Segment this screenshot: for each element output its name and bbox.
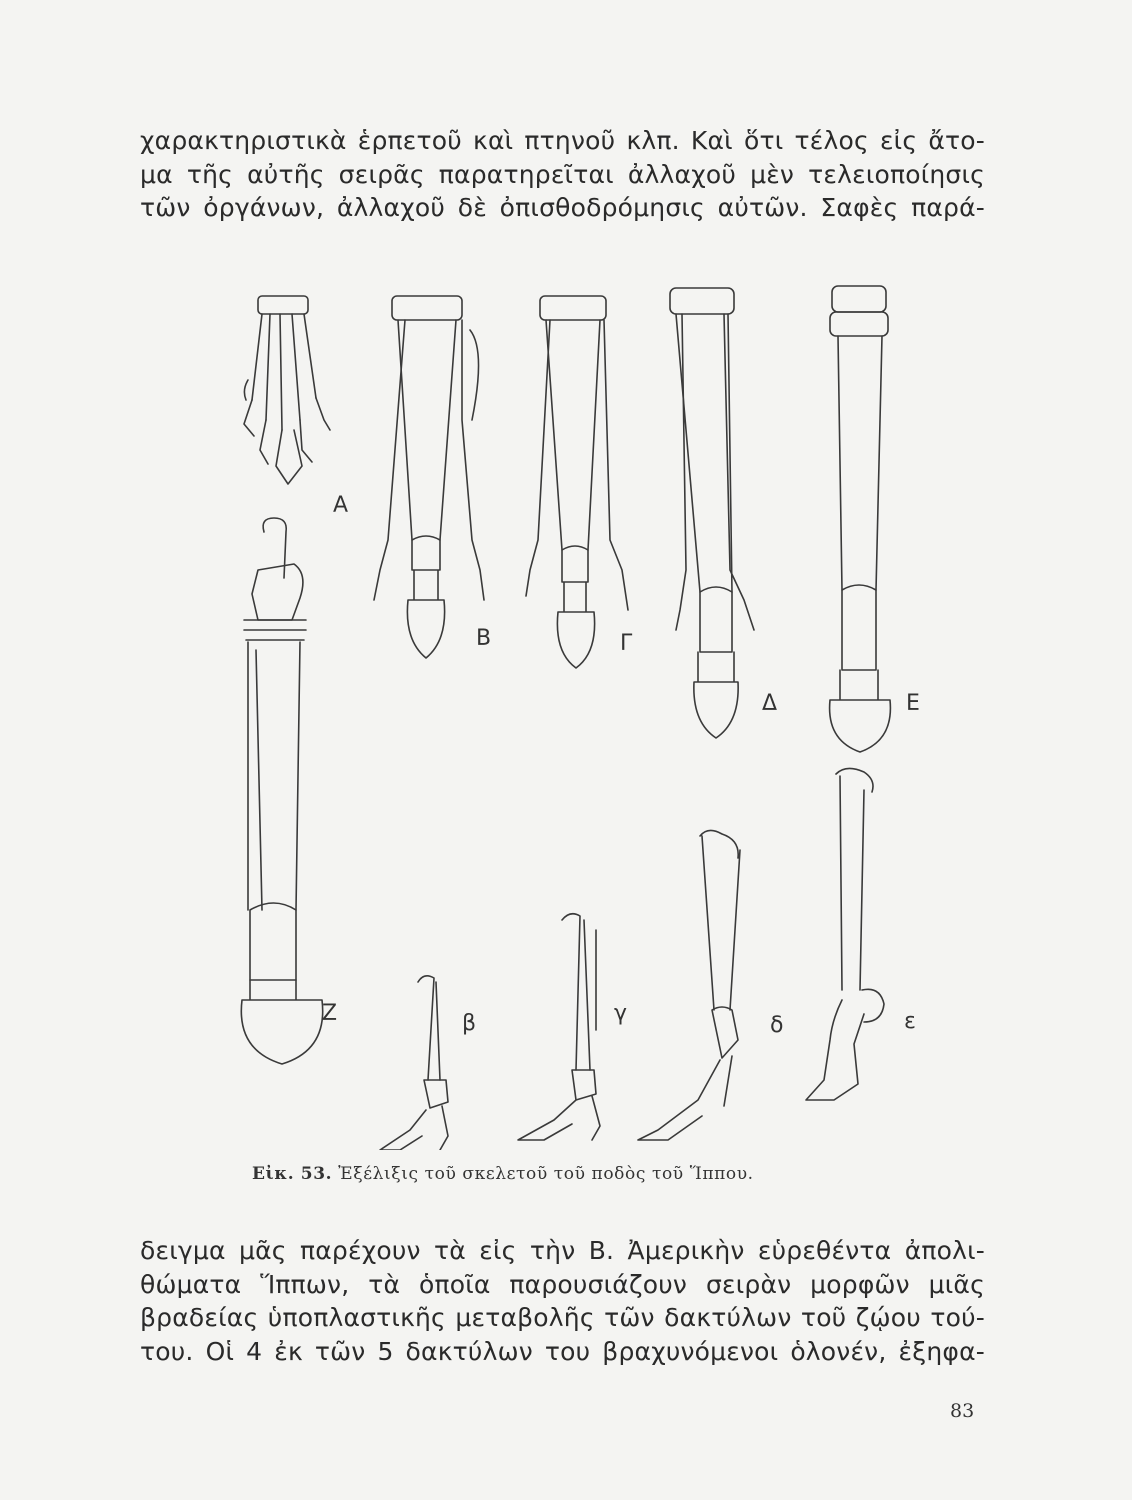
figure-caption [252,1164,892,1184]
hindlimb-d [638,830,740,1140]
hindlimb-g [518,914,600,1140]
top-line-2: μα τῆς αὐτῆς σειρᾶς παρατηρεῖται ἀλλαχοῦ μὲν τελειοποίησις [140,159,985,189]
caption-label: Εἰκ. 53. [252,1164,333,1184]
bottom-line-3: βραδείας ὑποπλαστικῆς μεταβολῆς τῶν δακτύλων τοῦ ζῴου τού- [140,1303,985,1332]
skeleton-illustration [200,270,960,1150]
label-delta: δ [770,1013,784,1038]
foot-skeleton-e [830,286,891,752]
bottom-line-2: θώματα Ἵππων, τὰ ὁποῖα παρουσιάζουν σειρὰν μορφῶν μιᾶς [140,1269,985,1299]
horse-foot-evolution-figure [200,270,960,1150]
hindlimb-e [806,768,884,1100]
page-number: 83 [950,1400,975,1422]
top-paragraph [140,124,985,225]
label-g: Γ [620,631,633,656]
top-line-1: χαρακτηριστικὰ ἑρπετοῦ καὶ πτηνοῦ κλπ. Καὶ ὅτι τέλος εἰς ἄτο- [140,126,985,155]
label-beta: β [462,1011,477,1036]
bottom-paragraph [140,1234,985,1368]
bottom-line-4: του. Οἱ 4 ἐκ τῶν 5 δακτύλων του βραχυνόμενοι ὁλονέν, ἐξηφα- [140,1336,985,1366]
foot-skeleton-a [244,296,330,484]
label-gamma: γ [614,1001,628,1026]
foot-skeleton-d [670,288,754,738]
foot-skeleton-z [241,518,322,1064]
foot-skeleton-g [526,296,628,668]
hindlimb-b [380,976,448,1150]
label-a: Α [333,493,349,518]
top-line-3: τῶν ὀργάνων, ἀλλαχοῦ δὲ ὀπισθοδρόμησις αὐτῶν. Σαφὲς παρά- [140,193,985,222]
bottom-line-1: δειγμα μᾶς παρέχουν τὰ εἰς τὴν Β. Ἀμερικὴν εὑρεθέντα ἀπολι- [140,1236,985,1265]
label-d: Δ [762,691,778,716]
label-b: Β [476,626,492,651]
label-e: Ε [906,691,920,716]
caption-text: Ἐξέλιξις τοῦ σκελετοῦ τοῦ ποδὸς τοῦ Ἵππου. [332,1164,754,1184]
label-epsilon: ε [904,1009,916,1034]
label-z: Ζ [322,1001,338,1026]
foot-skeleton-b [374,296,484,658]
